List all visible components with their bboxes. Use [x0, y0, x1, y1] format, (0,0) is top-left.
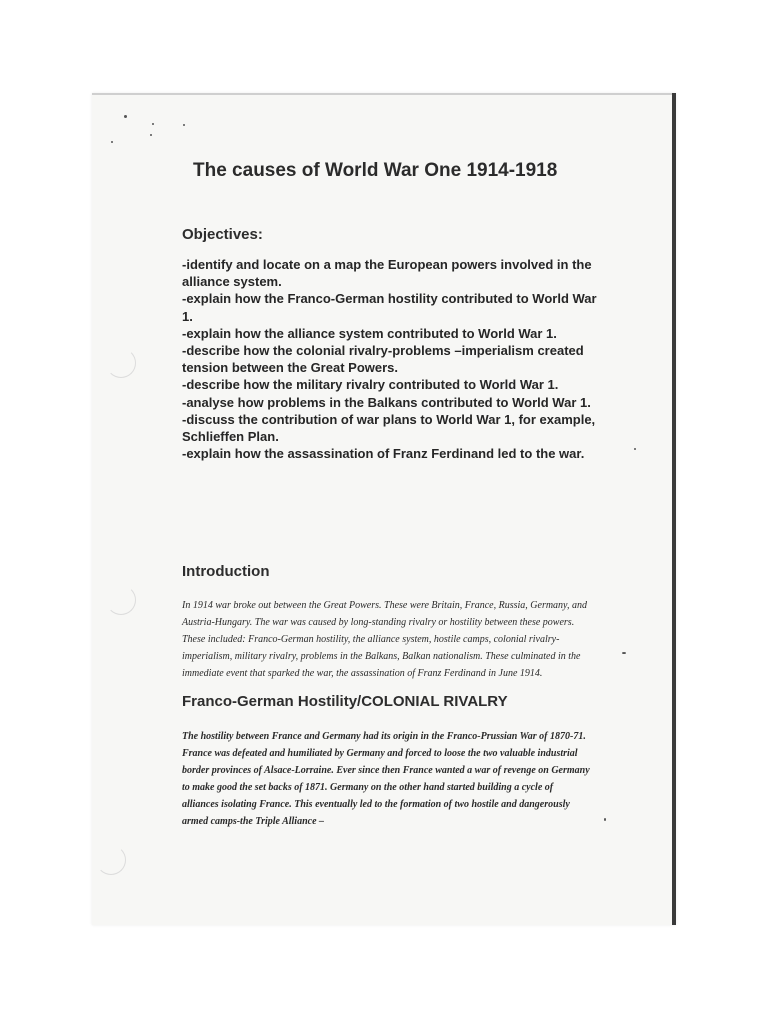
objective-item: -identify and locate on a map the European powers involved in the alliance system. [182, 257, 592, 290]
franco-german-paragraph: The hostility between France and Germany had its origin in the Franco-Prussian War of 1870-71. France was defeated and humiliated by Germany and forced to loose the two valuable industrial border provinces of Alsace-Lorraine. Ever since then France wanted a war of revenge on Germany to make good the set backs of 1871. Germany on the other hand started building a cycle of alliances isolating France. This eventually led to the formation of two hostile and dangerously armed camps-the Triple Alliance – [182, 731, 590, 827]
scan-speck [634, 448, 636, 450]
paper-right-edge-shadow [672, 93, 676, 925]
objective-item: -analyse how problems in the Balkans contributed to World War 1. [182, 394, 591, 410]
objective-item: -explain how the Franco-German hostility contributed to World War 1. [182, 291, 597, 324]
scan-speck [183, 124, 185, 126]
page-title: The causes of World War One 1914-1918 [193, 160, 558, 181]
introduction-heading: Introduction [182, 563, 270, 580]
objective-item: -discuss the contribution of war plans to World War 1, for example, Schlieffen Plan. [182, 411, 596, 445]
paper-top-edge [92, 93, 676, 95]
franco-german-heading: Franco-German Hostility/COLONIAL RIVALRY [182, 693, 508, 710]
punch-hole-mark [106, 348, 136, 378]
scan-speck [124, 115, 127, 118]
objective-item: -explain how the assassination of Franz Ferdinand led to the war. [182, 446, 585, 462]
objectives-list [182, 256, 597, 462]
objective-item: -explain how the alliance system contributed to World War 1. [182, 325, 557, 341]
scan-speck [150, 134, 152, 136]
introduction-paragraph: In 1914 war broke out between the Great Powers. These were Britain, France, Russia, Germany, and Austria-Hungary. The war was caused by long-standing rivalry or hostility between these powers. These included: Franco-German hostility, the alliance system, hostile camps, colonial rivalry-imperialism, military rivalry, problems in the Balkans, Balkan nationalism. These culminated in the immediate event that sparked the war, the assassination of Franz Ferdinand in June 1914. [182, 600, 587, 679]
objective-item: -describe how the military rivalry contributed to World War 1. [182, 377, 559, 393]
scan-speck [622, 652, 626, 654]
scan-speck [604, 818, 606, 821]
punch-hole-mark [106, 585, 136, 615]
scan-speck [152, 123, 154, 125]
objectives-heading: Objectives: [182, 226, 263, 243]
scan-speck [111, 141, 113, 143]
punch-hole-mark [96, 845, 126, 875]
objective-item: -describe how the colonial rivalry-problems –imperialism created tension between the Great Powers. [182, 343, 584, 376]
